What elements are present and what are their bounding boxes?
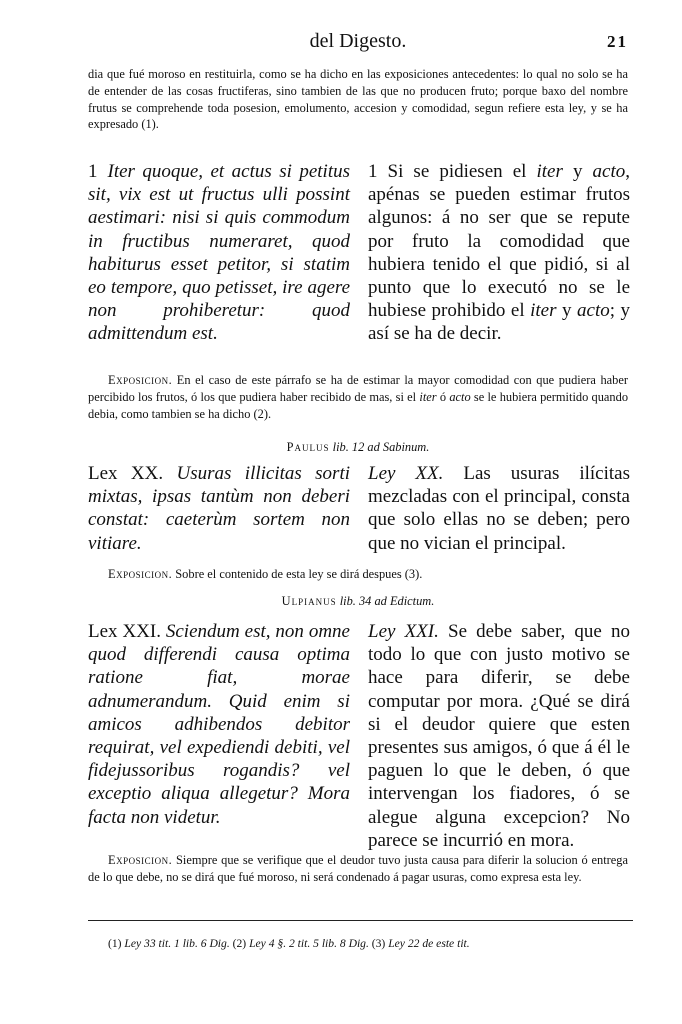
exposicion-text: Siempre que se verifique que el deudor tuvo justa causa para diferir la solucion ó entrega de lo que debe, no se dirá que fué moroso, ni será condenado á pagar usuras, como expresa esta ley. (88, 853, 628, 884)
footnote-citation: Ley 4 §. 2 tit. 5 lib. 8 Dig. (249, 937, 369, 950)
spanish-ley-20 (368, 462, 630, 555)
ley-heading: Ley XX. (368, 463, 444, 484)
latin-section-1 (88, 160, 350, 346)
jurist-name: Ulpianus (281, 594, 337, 608)
spanish-text: , apénas se pueden estimar frutos algunos: á no ser que se repute por fruto la comodidad que hubiera tenido el que pidió, si al punto que lo executó no se le hubiese prohibido el (368, 161, 631, 322)
exposicion-text: En el caso de este párrafo se ha de estimar la mayor comodidad con que pudiera haber percibido los frutos, ó los que pudiera haber recibido de mas, si el (88, 373, 628, 404)
exposicion-1 (88, 372, 628, 422)
ley-heading: Ley XXI. (368, 621, 439, 642)
footnote-citation: Ley 33 tit. 1 lib. 6 Dig. (124, 937, 230, 950)
spanish-term: iter (530, 300, 557, 322)
source-heading-2 (88, 594, 628, 609)
spanish-term: acto (577, 300, 610, 322)
spanish-term: acto (592, 161, 626, 182)
spanish-section-number: 1 (368, 161, 378, 182)
exposicion-term: acto (449, 389, 471, 404)
footnote-marker: (1) (108, 937, 125, 950)
exposicion-2 (88, 566, 628, 583)
exposicion-label: Exposicion. (108, 373, 173, 387)
lex-heading: Lex XXI. (88, 621, 161, 642)
spanish-text: Si se pidiesen el (387, 161, 537, 182)
ley-text: Las usuras ilícitas mezcladas con el principal, consta que solo ellas no se deben; pero que no vician el principal. (368, 463, 630, 554)
lex-text: Usuras illicitas sorti mixtas, ipsas tantùm non deberi constat: caeterùm sortem non vitiare. (88, 463, 351, 554)
spanish-text: y (562, 161, 593, 182)
exposicion-term: iter (419, 389, 437, 404)
footnote-marker: (2) (229, 937, 250, 950)
latin-section-text: Iter quoque, et actus si petitus sit, vix est ut fructus ulli possint aestimari: nisi si quis commodum in fructibus numeraret, quod habiturus esset petitor, si statim eo tempore, quo petisset, ire agere non prohiberetur: quod admittendum est. (88, 161, 350, 345)
footnotes (108, 937, 628, 950)
spanish-ley-21 (368, 620, 630, 852)
latin-lex-21 (88, 620, 350, 829)
latin-section-number: 1 (88, 161, 98, 182)
spanish-section-1 (368, 160, 630, 346)
ley-text: Se debe saber, que no todo lo que con justo motivo se hace para diferir, se debe computar por mora. ¿Qué se dirá si el deudor quiere que esten presentes sus amigos, ó que á él le paguen lo que le deben, ó que intervengan los fiadores, ó se alegue alguna excepcion? No parece se incurrió en mora. (368, 621, 630, 851)
page-header (88, 30, 628, 56)
spanish-text: ; y así se ha de decir. (368, 300, 631, 345)
lex-heading: Lex XX. (88, 463, 164, 484)
running-title: del Digesto. (309, 30, 407, 52)
page-number: 21 (607, 32, 628, 51)
footnote-citation: Ley 22 de este tit. (388, 937, 470, 950)
footnote-marker: (3) (368, 937, 389, 950)
jurist-name: Paulus (286, 440, 330, 454)
exposicion-label: Exposicion. (108, 853, 173, 867)
spanish-term: iter (536, 161, 563, 182)
latin-lex-20 (88, 462, 350, 555)
footnote-divider (88, 920, 633, 921)
source-heading-1 (88, 440, 628, 455)
source-citation: lib. 12 ad Sabinum. (329, 440, 430, 454)
exposicion-text: ó (436, 389, 450, 404)
spanish-text: y (556, 300, 578, 322)
lex-text: Sciendum est, non omne quod differendi causa optima ratione fiat, morae adnumerandum. Quid enim si amicos adhibendos debitor requirat, vel expediendi debiti, vel fidejussoribus rogandis? vel exceptio aliqua allegetur? Mora facta non videtur. (88, 621, 350, 828)
intro-paragraph: dia que fué moroso en restituirla, como se ha dicho en las exposiciones antecedentes: lo qual no solo se ha de entender de las cosas fructiferas, sino tambien de las que no producen fruto; porque baxo del nombre frutus se comprehende toda posesion, emolumento, accesion y comodidad, segun refiere esta ley, y se ha expresado (1). (88, 67, 628, 132)
source-citation: lib. 34 ad Edictum. (336, 594, 435, 608)
exposicion-text: se le hubiera permitido quando debia, como tambien se ha dicho (2). (88, 389, 629, 421)
exposicion-3 (88, 852, 628, 886)
exposicion-text: Sobre el contenido de esta ley se dirá despues (3). (172, 567, 423, 581)
exposicion-label: Exposicion. (108, 567, 173, 581)
